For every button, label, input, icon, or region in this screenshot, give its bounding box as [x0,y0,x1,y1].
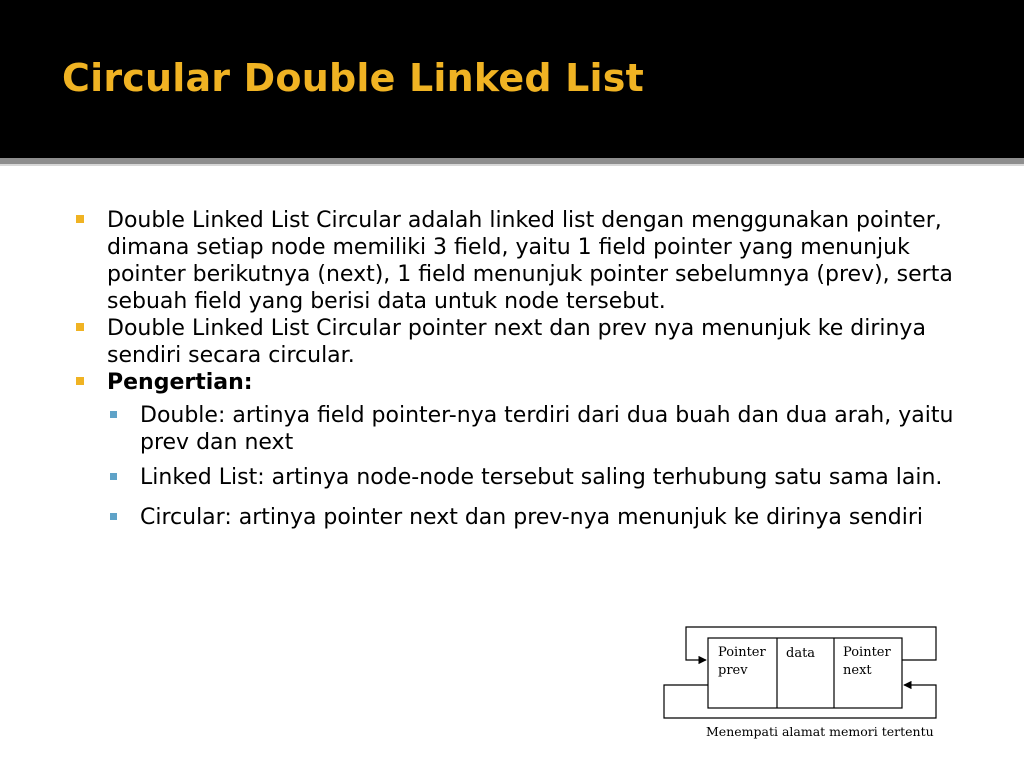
pointer-next-label-2: next [843,663,872,678]
sub-bullet-linked-list [76,464,976,491]
diagram-caption: Menempati alamat memori tertentu [706,724,934,739]
bullet-item-circular [76,315,976,369]
bullet-item-pengertian [76,369,976,396]
sub-bullet-text: Double: artinya field pointer-nya terdiri dari dua buah dan dua arah, yaitu prev dan next [140,403,954,455]
sub-bullet-text: Linked List: artinya node-node tersebut saling terhubung satu sama lain. [140,465,943,490]
bullet-heading: Pengertian: [107,370,253,395]
pointer-next-label-1: Pointer [843,645,891,660]
title-divider-highlight [0,164,1024,166]
title-band [0,0,1024,158]
square-bullet-icon [76,377,84,385]
pointer-prev-label-2: prev [718,663,748,678]
square-sub-bullet-icon [110,513,117,520]
square-bullet-icon [76,323,84,331]
square-sub-bullet-icon [110,411,117,418]
data-label: data [786,646,816,661]
bullet-text: Double Linked List Circular adalah linked list dengan menggunakan pointer, dimana setiap node memiliki 3 field, yaitu 1 field pointer yang menunjuk pointer berikutnya (next), 1 field menunjuk pointer sebelumnya (prev), serta sebuah field yang berisi data untuk node tersebut. [107,208,953,314]
slide-title: Circular Double Linked List [62,56,644,100]
square-bullet-icon [76,215,84,223]
square-sub-bullet-icon [110,473,117,480]
pointer-prev-label-1: Pointer [718,645,766,660]
slide-body [76,207,976,531]
sub-bullet-circular [76,504,976,531]
sub-bullet-text: Circular: artinya pointer next dan prev-nya menunjuk ke dirinya sendiri [140,505,924,530]
bullet-item-definition [76,207,976,315]
sub-bullet-double [76,402,976,456]
bullet-text: Double Linked List Circular pointer next dan prev nya menunjuk ke dirinya sendiri secara circular. [107,316,926,368]
node-diagram [660,622,950,748]
